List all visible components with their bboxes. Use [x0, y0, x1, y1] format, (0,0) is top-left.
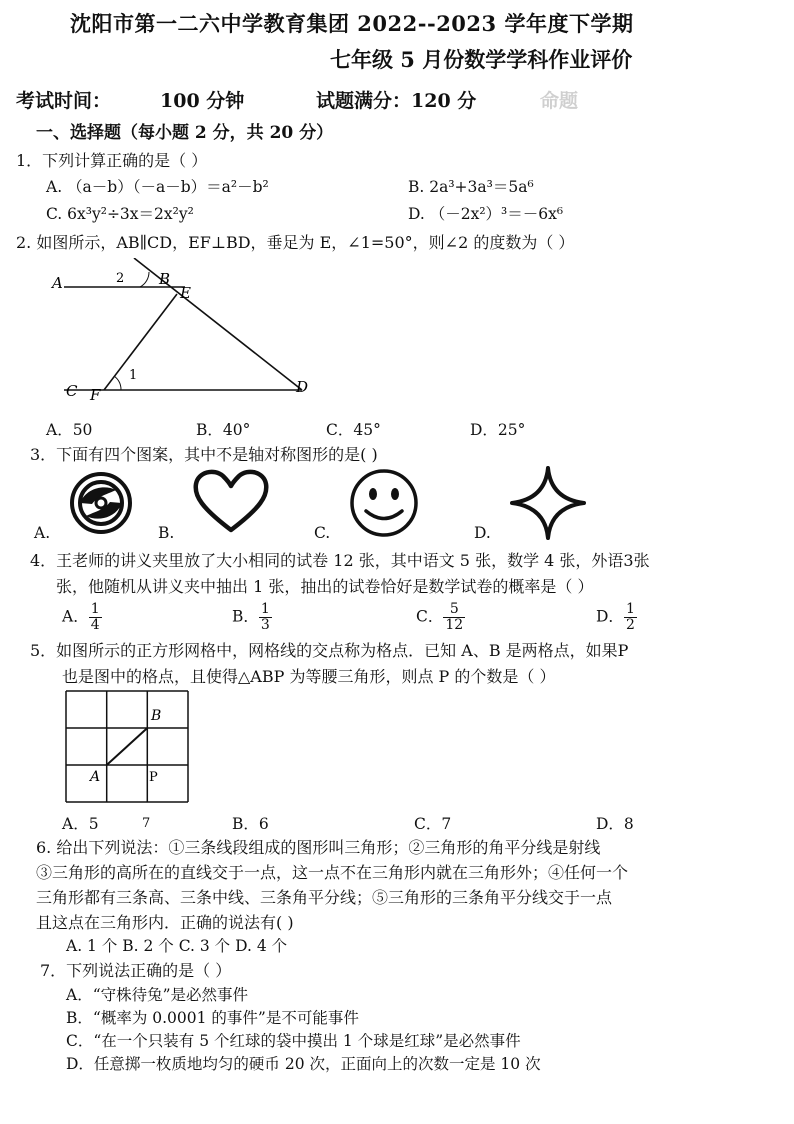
grid-label-a: A	[90, 769, 101, 785]
q2-option-c: C．45°	[326, 421, 381, 439]
score-label: 试题满分：120 分	[316, 90, 477, 112]
fig-label-c: C	[66, 382, 78, 400]
q2-stem: 2. 如图所示，AB∥CD，EF⊥BD，垂足为 E，∠1=50°，则∠2 的度数为（ ）	[16, 233, 575, 252]
grid-label-p: P	[149, 770, 158, 785]
q5-option-c: C．7	[414, 815, 452, 833]
q3-stem: 3．下面有四个图案，其中不是轴对称图形的是( )	[30, 445, 378, 464]
q7-option-d: D．任意掷一枚质地均匀的硬币 20 次，正面向上的次数一定是 10 次	[66, 1055, 541, 1073]
q1-option-a: A. （a－b）（－a－b）＝a²－b²	[46, 178, 269, 196]
q5-option-b: B．6	[232, 815, 269, 833]
grid-label-b: B	[151, 708, 162, 724]
q7-stem: 7．下列说法正确的是（ ）	[40, 961, 232, 980]
q4-option-b-fraction	[259, 602, 272, 633]
segment-ab	[107, 728, 148, 765]
q5-option-d: D．8	[596, 815, 634, 833]
fig-label-e: E	[180, 284, 191, 302]
q4-d-numerator: 1	[625, 601, 635, 617]
line-ef	[104, 294, 177, 390]
q6-line3: 三角形都有三条高、三条中线、三条角平分线；⑤三角形的三条角平分线交于一点	[36, 888, 613, 907]
time-label: 考试时间：	[16, 90, 112, 112]
q4-option-b-label: B．	[232, 607, 259, 626]
exam-title-line2: 七年级 5 月份数学学科作业评价	[330, 47, 633, 72]
q6-options: A. 1 个 B. 2 个 C. 3 个 D. 4 个	[66, 937, 288, 955]
fig-label-f: F	[90, 386, 101, 404]
swirl-circle-icon	[64, 470, 144, 536]
q2-option-d: D．25°	[470, 421, 526, 439]
q6-line4: 且这点在三角形内．正确的说法有( )	[36, 913, 294, 932]
q4-d-denominator: 2	[625, 617, 635, 633]
q2-option-b: B．40°	[196, 421, 251, 439]
q2-figure	[40, 258, 330, 408]
faded-author-text: 命题	[540, 90, 579, 112]
four-point-star-icon	[510, 466, 586, 540]
q4-option-c-fraction	[443, 602, 465, 633]
q5-option-a: A．5	[62, 815, 99, 833]
q1-stem: 1．下列计算正确的是（ ）	[16, 151, 208, 170]
q4-c-denominator: 12	[445, 617, 464, 633]
q4-c-numerator: 5	[443, 602, 465, 618]
fig-label-angle2: 2	[116, 271, 125, 286]
q4-option-d-label: D．	[596, 607, 624, 626]
fig-label-d: D	[296, 378, 309, 396]
q4-b-numerator: 1	[260, 601, 270, 617]
q3-option-c: C.	[314, 524, 331, 542]
q6-line1: 6. 给出下列说法：①三条线段组成的图形叫三角形；②三角形的角平分线是射线	[36, 838, 601, 857]
q1-option-d: D. （－2x²）³＝－6x⁶	[408, 205, 564, 223]
q7-option-b: B．“概率为 0.0001 的事件”是不可能事件	[66, 1009, 359, 1027]
time-value: 100 分钟	[160, 90, 245, 112]
q5-stem-line1: 5．如图所示的正方形网格中，网格线的交点称为格点．已知 A、B 是两格点，如果P	[30, 641, 629, 660]
angle2-arc	[140, 272, 149, 287]
q4-stem-line1: 4．王老师的讲义夹里放了大小相同的试卷 12 张，其中语文 5 张，数学 4 张，外语3张	[30, 551, 650, 570]
q4-a-numerator: 1	[90, 601, 100, 617]
q7-option-c: C．“在一个只装有 5 个红球的袋中摸出 1 个球是红球”是必然事件	[66, 1032, 521, 1050]
heart-icon	[190, 466, 272, 538]
q4-option-d-fraction	[624, 602, 637, 633]
fig-label-a: A	[52, 274, 63, 292]
q7-option-a: A．“守株待兔”是必然事件	[66, 986, 249, 1004]
q4-option-d	[596, 602, 637, 633]
q2-option-a: A．50	[46, 421, 93, 439]
fig-label-angle1: 1	[129, 368, 138, 383]
q3-option-a: A.	[34, 524, 51, 542]
q5-grid-figure	[62, 688, 192, 806]
q6-line2: ③三角形的高所在的直线交于一点，这一点不在三角形内就在三角形外；④任何一个	[36, 863, 629, 882]
smiley-face-icon	[346, 468, 422, 538]
q5-stray-mark: 7	[142, 816, 151, 831]
q4-option-a-fraction	[89, 602, 102, 633]
q4-stem-line2: 张，他随机从讲义夹中抽出 1 张，抽出的试卷恰好是数学试卷的概率是（ ）	[56, 577, 594, 596]
q4-b-denominator: 3	[260, 617, 270, 633]
q4-option-b	[232, 602, 272, 633]
q4-a-denominator: 4	[90, 617, 100, 633]
q4-option-a	[62, 602, 102, 633]
exam-title-line1: 沈阳市第一二六中学教育集团 2022--2023 学年度下学期	[70, 11, 634, 36]
q1-option-c: C. 6x³y²÷3x＝2x²y²	[46, 205, 194, 223]
q4-option-c-label: C．	[416, 607, 444, 626]
q3-option-d: D.	[474, 524, 491, 542]
q5-stem-line2: 也是图中的格点，且使得△ABP 为等腰三角形，则点 P 的个数是（ ）	[62, 667, 556, 686]
angle1-arc	[114, 376, 121, 390]
section-title: 一、选择题（每小题 2 分，共 20 分）	[36, 123, 334, 143]
q3-option-b: B.	[158, 524, 175, 542]
q4-option-a-label: A．	[62, 607, 89, 626]
q1-option-b: B. 2a³+3a³＝5a⁶	[408, 178, 534, 196]
fig-label-b: B	[159, 270, 171, 288]
q4-option-c	[416, 602, 465, 633]
